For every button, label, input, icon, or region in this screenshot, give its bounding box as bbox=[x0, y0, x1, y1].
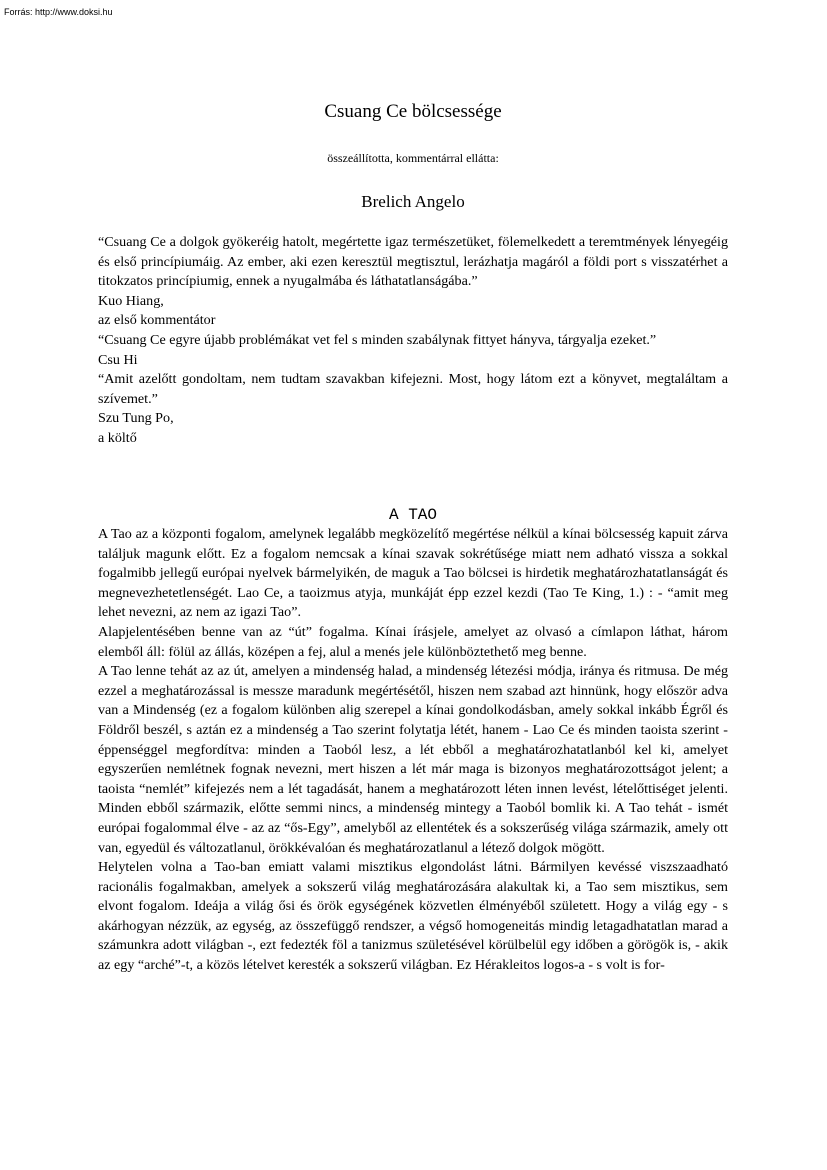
paragraph: Alapjelentésében benne van az “út” fogalma. Kínai írásjele, amelyet az olvasó a címlapon láthat, három elemből áll: fölül az állás, középen a fej, alul a menés jele különböztethető meg benne. bbox=[98, 623, 728, 660]
attribution-name: Szu Tung Po, bbox=[98, 410, 174, 427]
attribution-role: az első kommentátor bbox=[98, 312, 216, 329]
author-name: Brelich Angelo bbox=[361, 192, 465, 211]
paragraph: A Tao az a központi fogalom, amelynek legalább megközelítő megértése nélkül a kínai bölcsesség kapuit zárva találjuk magunk előtt. Ez a fogalom nemcsak a kínai szavak sokrétűsége miatt nem adható vissza a sokkal fogalmibb jellegű európai nyelvek bármelyikén, de maguk a Tao bölcsei is hirdetik meghatározhatatlanságát és megnevezhetetlenségét. Lao Ce, a taoizmus atyja, munkáját épp ezzel kezdi (Tao Te King, 1.) : - “amit meg lehet nevezni, az nem az igazi Tao”. bbox=[98, 526, 728, 621]
quote-szu-tung-po: “Amit azelőtt gondoltam, nem tudtam szavakban kifejezni. Most, hogy látom ezt a könyvet, megtaláltam a szívemet.” bbox=[98, 371, 728, 407]
page-subtitle: összeállította, kommentárral ellátta: bbox=[327, 151, 499, 165]
attribution-name: Kuo Hiang, bbox=[98, 292, 164, 309]
source-note: Forrás: http://www.doksi.hu bbox=[4, 7, 113, 17]
intro-quotes bbox=[98, 233, 728, 449]
body-text bbox=[98, 525, 728, 976]
paragraph: A Tao lenne tehát az az út, amelyen a mindenség halad, a mindenség létezési módja, iránya és ritmusa. De még ezzel a meghatározással is messze maradunk megértésétől, hiszen nem szabad azt hinnünk, hogy először adva van a Mindenség (ez a fogalom különben alig szerepel a kínai gondolkodásban, amely sokkal inkább Égről és Földről beszél, s aztán ez a mindenség a Tao szerint folytatja létét, hanem - Lao Ce és minden taoista szerint - éppenséggel megfordítva: minden a Taoból lesz, a lét ebből a meghatározhatatlanból kel ki, amelyet egyszerűen nemlétnek fognak nevezni, mert hiszen a lét már maga is bizonyos meghatározottságot jelent; a taoista “nemlét” kifejezés nem a lét tagadását, hanem a meghatározott léten innen levést, lételőttiséget jelenti. Minden ebből származik, előtte semmi nincs, a mindenség mintegy a Taoból bomlik ki. A Tao tehát - ismét európai fogalommal élve - az az “ős-Egy”, amelyből az ellentétek és a sokszerűség világa származik, amely ott van, egyedül és változatlanul, örökkévalóan és meghatározatlanul a létező dolgok mögött. bbox=[98, 663, 728, 856]
attribution-role: a költő bbox=[98, 429, 137, 446]
paragraph: Helytelen volna a Tao-ban emiatt valami misztikus elgondolást látni. Bármilyen kevéssé viszszaadható racionális fogalmakban, amelyek a sokszerű világ meghatározására alakultak ki, a Tao sem misztikus, sem elvont fogalom. Ideája a világ ősi és örök egységének közvetlen élményéből született. Hogy a világ egy - s akárhogyan nézzük, az egység, az összefüggő rendszer, a végső homogeneitás mindig letagadhatatlan marad a számunkra adott világban -, ezt fedezték föl a tanizmus születésével körülbelül egy időben a görögök is, - akik az egy “arché”-t, a közös lételvet keresték a sokszerű világban. Ez Hérakleitos logos-a - s volt is for- bbox=[98, 859, 728, 974]
section-heading: A TAO bbox=[388, 506, 437, 524]
page-title: Csuang Ce bölcsessége bbox=[324, 101, 502, 122]
quote-csu-hi: “Csuang Ce egyre újabb problémákat vet fel s minden szabálynak fittyet hányva, tárgyalja ezeket.” bbox=[98, 331, 657, 348]
attribution-name: Csu Hi bbox=[98, 351, 138, 368]
quote-kuo-hiang: “Csuang Ce a dolgok gyökeréig hatolt, megértette igaz természetüket, fölemelkedett a teremtmények lényegéig és első princípiumáig. Az ember, aki ezen keresztül megtisztul, lerázhatja magáról a földi port s visszatérhet a titokzatos princípiumig, ennek a nyugalmába és láthatatlanságába.” bbox=[98, 234, 728, 290]
